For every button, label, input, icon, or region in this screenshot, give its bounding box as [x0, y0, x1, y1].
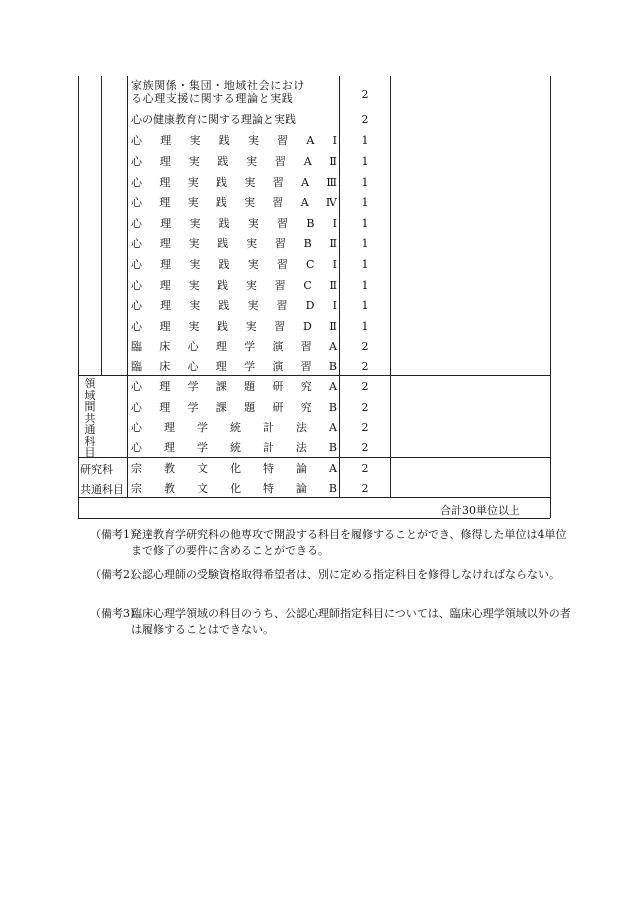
- credit-row-17: 2: [361, 441, 369, 454]
- subject-row-13: [131, 360, 337, 373]
- subject-char: 実: [246, 237, 258, 250]
- subject-char: 実: [245, 279, 257, 292]
- subject-char: 実: [189, 217, 201, 230]
- table-border-left: [78, 76, 79, 518]
- subject-char: 学: [197, 421, 208, 434]
- note-1: [90, 527, 590, 559]
- subject-row-18: [131, 462, 337, 475]
- subject-char: 習: [274, 320, 286, 333]
- subject-char: 習: [300, 360, 312, 373]
- subject-row-14: [131, 380, 337, 393]
- credit-row-10: 1: [361, 299, 369, 312]
- subject-char: Ⅱ: [329, 320, 337, 333]
- credit-row-2: 1: [361, 134, 369, 147]
- subject-char: A: [329, 421, 337, 434]
- subject-char: 演: [272, 340, 284, 353]
- subject-char: 学: [244, 340, 256, 353]
- subject-char: 教: [164, 462, 175, 475]
- subject-char: A: [301, 176, 310, 189]
- credit-row-1: 2: [361, 113, 369, 126]
- subject-char: Ⅰ: [332, 134, 337, 147]
- subject-char: 実: [187, 196, 199, 209]
- subject-char: B: [306, 217, 315, 230]
- subject-char: Ⅱ: [329, 237, 337, 250]
- group-label-ryoiki: [83, 378, 97, 459]
- subject-char: 臨: [131, 340, 142, 353]
- table-border-right: [550, 76, 551, 518]
- credit-row-11: 1: [361, 320, 369, 333]
- group-label-char: 科: [84, 434, 96, 448]
- group-label-char: 領: [84, 377, 96, 390]
- group-label-char: 間: [84, 400, 96, 413]
- subject-char: 文: [197, 462, 208, 475]
- subject-char: 心: [131, 401, 142, 414]
- subject-char: 床: [159, 360, 171, 373]
- subject-char: 心: [187, 360, 199, 373]
- subject-char: A: [300, 196, 309, 209]
- subject-char: 習: [272, 196, 284, 209]
- table-group-divider-2: [78, 457, 550, 458]
- subject-char: 理: [159, 279, 171, 292]
- subject-char: Ⅱ: [329, 279, 337, 292]
- subject-char: 践: [216, 320, 228, 333]
- group-label-char: 域: [84, 388, 96, 402]
- subject-row-2: [131, 134, 337, 147]
- subject-char: 習: [276, 299, 288, 312]
- subject-char: 実: [188, 155, 200, 168]
- subject-char: 践: [218, 134, 230, 147]
- subject-char: 心: [131, 441, 142, 454]
- subject-char: A: [303, 155, 312, 168]
- subject-char: 習: [277, 134, 289, 147]
- table-total-divider: [78, 497, 550, 498]
- subject-char: 化: [230, 462, 241, 475]
- subject-row-15: [131, 401, 337, 414]
- subject-char: 床: [159, 340, 171, 353]
- credit-row-0: 2: [361, 88, 369, 101]
- subject-char: Ⅲ: [326, 176, 337, 189]
- subject-char: 理: [159, 176, 171, 189]
- table-col-divider-2: [127, 76, 128, 497]
- subject-char: 究: [300, 380, 312, 393]
- subject-char: 課: [215, 380, 227, 393]
- credit-row-18: 2: [361, 462, 369, 475]
- subject-char: 心: [131, 320, 142, 333]
- subject-char: 理: [160, 258, 172, 271]
- subject-char: A: [328, 380, 337, 393]
- subject-row-0: [131, 79, 337, 105]
- subject-row-5: [131, 196, 337, 209]
- subject-row-4: [131, 176, 337, 189]
- credit-row-16: 2: [361, 421, 369, 434]
- subject-char: 践: [217, 279, 229, 292]
- group-label-kenkyuka: [80, 463, 124, 497]
- subject-char: 統: [230, 421, 241, 434]
- subject-char: 心: [131, 258, 142, 271]
- group-label-kenkyuka-line2: 共通科目: [80, 483, 124, 496]
- subject-char: 実: [188, 279, 200, 292]
- subject-char: B: [328, 360, 337, 373]
- subject-char: 理: [159, 196, 171, 209]
- subject-row-12: [131, 340, 337, 353]
- credit-row-19: 2: [361, 482, 369, 495]
- note-2-label: （備考2）: [90, 568, 141, 581]
- subject-char: B: [328, 482, 337, 495]
- subject-char: 習: [274, 279, 286, 292]
- subject-char: 学: [187, 380, 199, 393]
- subject-char: 実: [247, 299, 259, 312]
- subject-char: 心: [131, 134, 142, 147]
- note-2: [90, 567, 590, 599]
- subject-char: 心: [131, 155, 142, 168]
- subject-char: 実: [247, 134, 259, 147]
- subject-char: 心: [131, 299, 142, 312]
- subject-char: 践: [215, 196, 227, 209]
- subject-row-7: [131, 237, 337, 250]
- subject-row-17: [131, 441, 337, 454]
- subject-char: 実: [189, 134, 201, 147]
- subject-row-1: 心の健康教育に関する理論と実践: [131, 113, 296, 126]
- subject-char: 心: [131, 196, 142, 209]
- subject-char: 実: [187, 176, 199, 189]
- subject-char: 学: [196, 441, 208, 454]
- subject-char: 実: [246, 155, 258, 168]
- subject-char: 心: [131, 279, 142, 292]
- subject-char: 心: [187, 340, 199, 353]
- credit-row-5: 1: [361, 196, 369, 209]
- subject-char: 理: [163, 441, 175, 454]
- subject-char: 理: [215, 360, 227, 373]
- subject-char: A: [306, 134, 315, 147]
- credit-row-7: 1: [361, 237, 369, 250]
- subject-char: 課: [215, 401, 227, 414]
- subject-char: 臨: [131, 360, 142, 373]
- subject-char: 学: [244, 360, 256, 373]
- note-1-label: （備考1）: [90, 528, 141, 541]
- subject-char: 理: [215, 340, 227, 353]
- subject-char: 実: [247, 217, 259, 230]
- note-3-text: 臨床心理学領域の科目のうち、公認心理師指定科目については、臨床心理学領域以外の者は履修することはできない。: [131, 607, 571, 636]
- subject-char: 習: [276, 258, 288, 271]
- subject-char: 践: [218, 258, 230, 271]
- subject-char: 実: [245, 320, 257, 333]
- subject-char: 理: [159, 320, 171, 333]
- subject-char: 実: [188, 320, 200, 333]
- subject-char: 心: [131, 237, 142, 250]
- subject-char: 研: [272, 401, 284, 414]
- subject-char: C: [303, 279, 312, 292]
- subject-char: 心: [131, 176, 142, 189]
- subject-char: 心: [131, 217, 142, 230]
- credit-row-13: 2: [361, 360, 369, 373]
- subject-char: 理: [159, 155, 171, 168]
- subject-row-8: [131, 258, 337, 271]
- subject-char: 理: [160, 217, 172, 230]
- group-label-char: 共: [84, 411, 96, 425]
- subject-row-16: [131, 421, 337, 434]
- subject-row-11: [131, 320, 337, 333]
- subject-char: 特: [262, 482, 274, 495]
- total-credits: 合計30単位以上: [440, 504, 520, 517]
- subject-char: 特: [263, 462, 274, 475]
- subject-char: 理: [159, 237, 171, 250]
- subject-char: 究: [300, 401, 312, 414]
- subject-char: Ⅳ: [325, 196, 337, 209]
- credit-row-15: 2: [361, 401, 369, 414]
- subject-char: 理: [159, 380, 171, 393]
- subject-char: 計: [262, 441, 274, 454]
- table-group-divider-1: [78, 375, 550, 376]
- subject-char: 理: [160, 134, 172, 147]
- subject-char: 習: [277, 217, 289, 230]
- subject-char: 教: [163, 482, 175, 495]
- subject-row-10: [131, 299, 337, 312]
- note-2-text: 公認心理師の受験資格取得希望者は、別に定める指定科目を修得しなければならない。: [131, 568, 560, 581]
- subject-row-6: [131, 217, 337, 230]
- credit-row-12: 2: [361, 340, 369, 353]
- credit-row-14: 2: [361, 380, 369, 393]
- subject-char: B: [328, 401, 337, 414]
- subject-char: A: [329, 462, 337, 475]
- subject-char: B: [328, 441, 337, 454]
- subject-char: 実: [244, 176, 256, 189]
- subject-char: 宗: [131, 462, 142, 475]
- note-3-label: （備考3）: [90, 607, 141, 620]
- subject-char: 題: [244, 380, 256, 393]
- subject-char: 習: [272, 176, 284, 189]
- credit-row-9: 1: [361, 279, 369, 292]
- subject-char: 心: [131, 380, 142, 393]
- subject-char: 実: [244, 196, 256, 209]
- subject-char: 実: [247, 258, 259, 271]
- group-label-kenkyuka-line1: 研究科: [80, 463, 113, 476]
- subject-char: Ⅰ: [332, 299, 337, 312]
- subject-char: 践: [218, 299, 230, 312]
- subject-char: 題: [244, 401, 256, 414]
- subject-char: A: [328, 340, 337, 353]
- subject-char: D: [302, 320, 312, 333]
- subject-char: 践: [217, 155, 229, 168]
- subject-char: 実: [189, 299, 201, 312]
- credit-row-6: 1: [361, 217, 369, 230]
- subject-row-0-line2: る心理支援に関する理論と実践: [131, 92, 294, 105]
- subject-char: 践: [216, 176, 228, 189]
- group-label-char: 通: [84, 423, 96, 436]
- subject-row-0-line1: 家族関係・集団・地域社会におけ: [131, 79, 305, 92]
- subject-char: Ⅱ: [329, 155, 337, 168]
- subject-char: Ⅰ: [332, 217, 337, 230]
- subject-char: D: [305, 299, 315, 312]
- subject-char: 践: [217, 237, 229, 250]
- subject-char: 習: [300, 340, 312, 353]
- subject-char: 演: [272, 360, 284, 373]
- subject-char: 文: [196, 482, 208, 495]
- subject-char: 宗: [131, 482, 142, 495]
- subject-char: 理: [164, 421, 175, 434]
- note-3: [90, 606, 590, 638]
- subject-char: 法: [296, 421, 307, 434]
- subject-char: 習: [274, 237, 286, 250]
- table-col-divider-4: [390, 76, 391, 497]
- credit-row-3: 1: [361, 155, 369, 168]
- subject-char: 法: [295, 441, 307, 454]
- subject-char: 理: [160, 299, 172, 312]
- subject-char: 研: [272, 380, 284, 393]
- subject-char: 論: [295, 482, 307, 495]
- subject-char: Ⅰ: [332, 258, 337, 271]
- subject-char: 実: [188, 237, 200, 250]
- subject-row-3: [131, 155, 337, 168]
- credit-row-8: 1: [361, 258, 369, 271]
- subject-char: 計: [263, 421, 274, 434]
- subject-char: B: [303, 237, 312, 250]
- subject-char: 心: [131, 421, 142, 434]
- subject-char: 実: [189, 258, 201, 271]
- subject-char: 習: [274, 155, 286, 168]
- table-border-bottom: [78, 518, 550, 519]
- subject-char: C: [306, 258, 315, 271]
- subject-char: 践: [218, 217, 230, 230]
- group-label-char: 目: [84, 446, 96, 459]
- subject-char: 論: [296, 462, 307, 475]
- subject-char: 学: [187, 401, 199, 414]
- subject-row-9: [131, 279, 337, 292]
- subject-char: 統: [229, 441, 241, 454]
- note-1-text: 発達教育学研究科の他専攻で開設する科目を履修することができ、修得した単位は4単位まで修了の要件に含めることができる。: [131, 528, 567, 557]
- subject-char: 化: [229, 482, 241, 495]
- subject-char: 理: [159, 401, 171, 414]
- subject-row-19: [131, 482, 337, 495]
- table-col-divider-1: [101, 76, 102, 375]
- credit-row-4: 1: [361, 176, 369, 189]
